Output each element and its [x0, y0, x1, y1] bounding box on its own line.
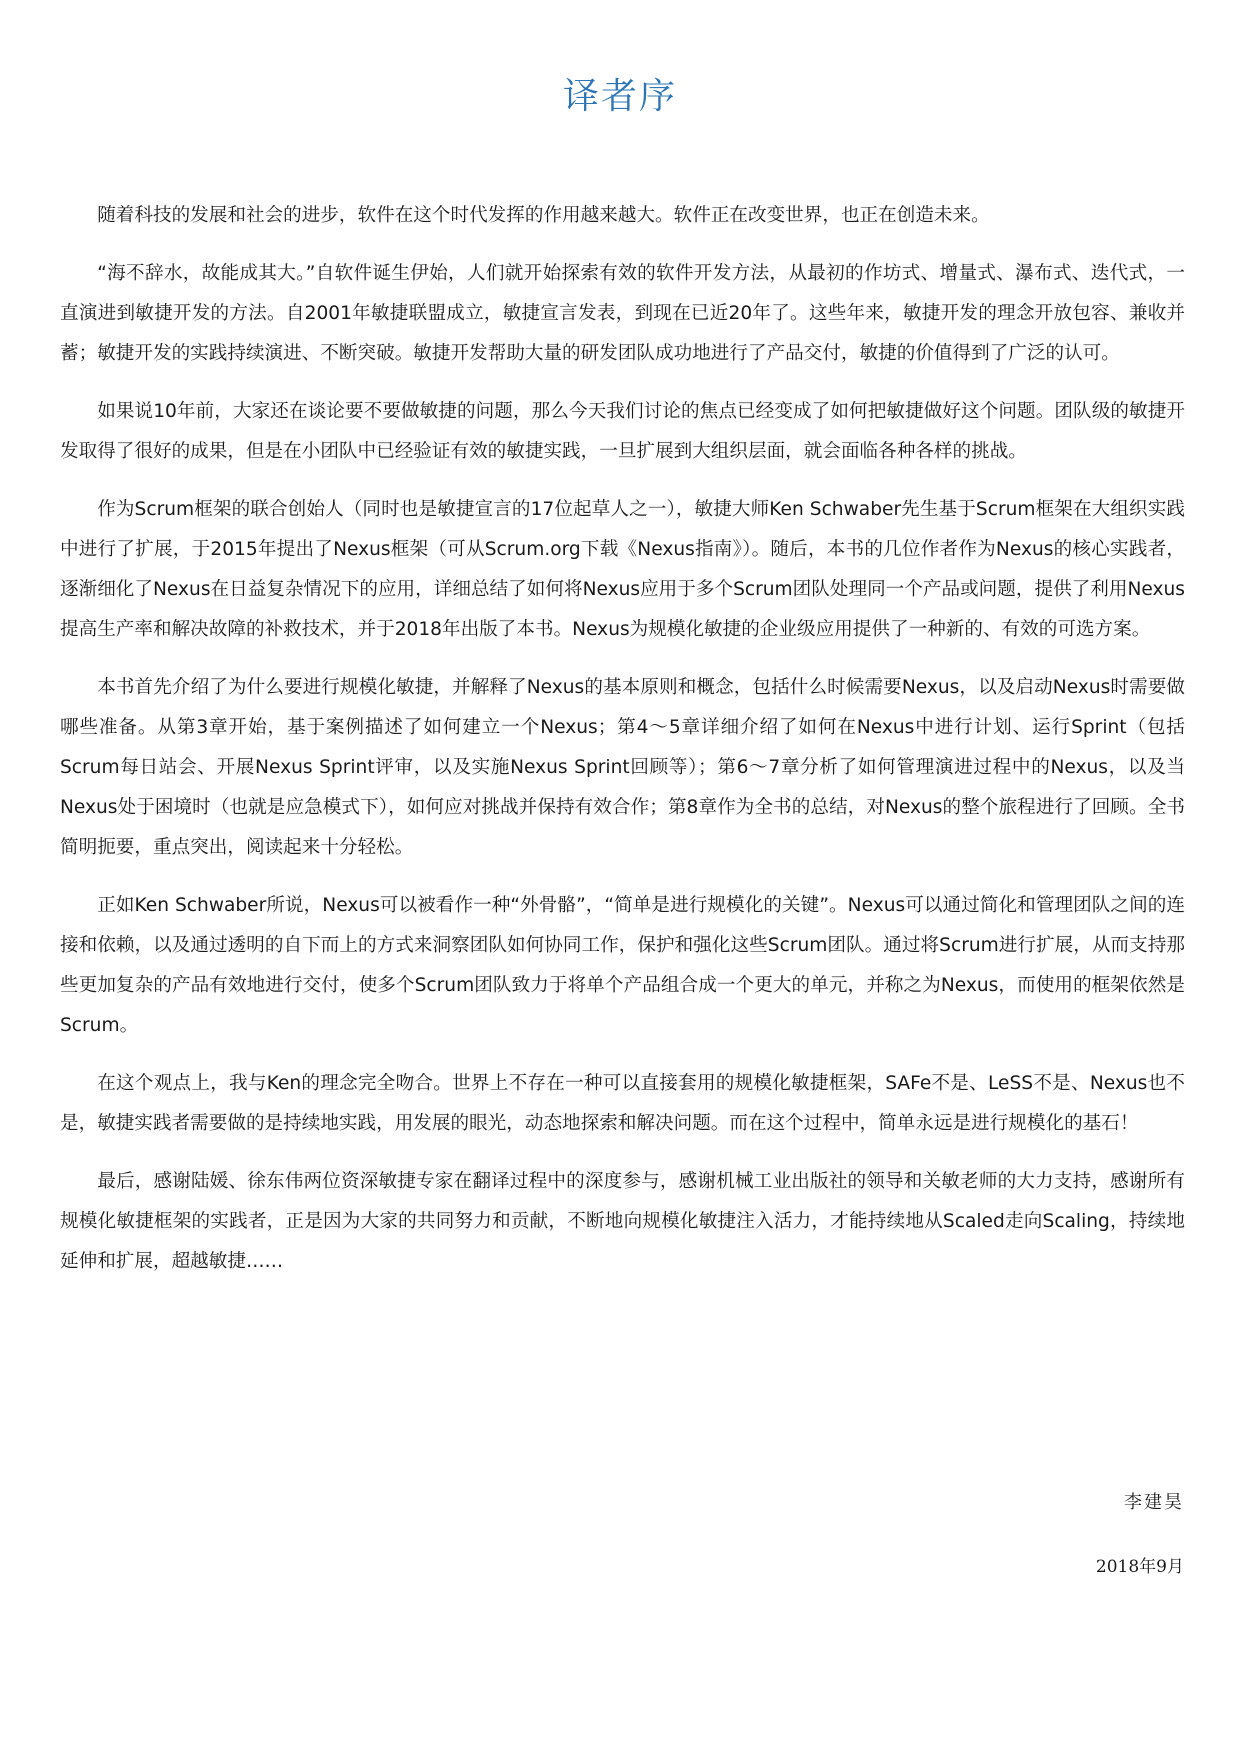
preface-body [60, 196, 1185, 1300]
translator-signature: 李建昊 [1124, 1492, 1184, 1513]
paragraph: 正如Ken Schwaber所说，Nexus可以被看作一种“外骨骼”，“简单是进行规模化的关键”。Nexus可以通过简化和管理团队之间的连接和依赖，以及通过透明的自下而上的方式来洞察团队如何协同工作，保护和强化这些Scrum团队。通过将Scrum进行扩展，从而支持那些更加复杂的产品有效地进行交付，使多个Scrum团队致力于将单个产品组合成一个更大的单元，并称之为Nexus，而使用的框架依然是Scrum。 [60, 895, 1185, 1036]
paragraph: 本书首先介绍了为什么要进行规模化敏捷，并解释了Nexus的基本原则和概念，包括什么时候需要Nexus，以及启动Nexus时需要做哪些准备。从第3章开始，基于案例描述了如何建立一个Nexus；第4～5章详细介绍了如何在Nexus中进行计划、运行Sprint（包括Scrum每日站会、开展Nexus Sprint评审，以及实施Nexus Sprint回顾等）；第6～7章分析了如何管理演进过程中的Nexus，以及当Nexus处于困境时（也就是应急模式下），如何应对挑战并保持有效合作；第8章作为全书的总结，对Nexus的整个旅程进行了回顾。全书简明扼要，重点突出，阅读起来十分轻松。 [60, 677, 1185, 858]
paragraph: 在这个观点上，我与Ken的理念完全吻合。世界上不存在一种可以直接套用的规模化敏捷框架，SAFe不是、LeSS不是、Nexus也不是，敏捷实践者需要做的是持续地实践，用发展的眼光，动态地探索和解决问题。而在这个过程中，简单永远是进行规模化的基石！ [60, 1073, 1185, 1134]
paragraph: 最后，感谢陆媛、徐东伟两位资深敏捷专家在翻译过程中的深度参与，感谢机械工业出版社的领导和关敏老师的大力支持，感谢所有规模化敏捷框架的实践者，正是因为大家的共同努力和贡献，不断地向规模化敏捷注入活力，才能持续地从Scaled走向Scaling，持续地延伸和扩展，超越敏捷…… [60, 1171, 1185, 1272]
signature-date: 2018年9月 [1095, 1557, 1184, 1577]
paragraph: 随着科技的发展和社会的进步，软件在这个时代发挥的作用越来越大。软件正在改变世界，也正在创造未来。 [97, 205, 990, 226]
paragraph: 作为Scrum框架的联合创始人（同时也是敏捷宣言的17位起草人之一），敏捷大师Ken Schwaber先生基于Scrum框架在大组织实践中进行了扩展，于2015年提出了Nexus框架（可从Scrum.org下载《Nexus指南》）。随后，本书的几位作者作为Nexus的核心实践者，逐渐细化了Nexus在日益复杂情况下的应用，详细总结了如何将Nexus应用于多个Scrum团队处理同一个产品或问题，提供了利用Nexus提高生产率和解决故障的补救技术，并于2018年出版了本书。Nexus为规模化敏捷的企业级应用提供了一种新的、有效的可选方案。 [60, 499, 1185, 640]
page-title: 译者序 [562, 76, 677, 117]
paragraph: 如果说10年前，大家还在谈论要不要做敏捷的问题，那么今天我们讨论的焦点已经变成了如何把敏捷做好这个问题。团队级的敏捷开发取得了很好的成果，但是在小团队中已经验证有效的敏捷实践，一旦扩展到大组织层面，就会面临各种各样的挑战。 [60, 401, 1185, 462]
paragraph: “海不辞水，故能成其大。”自软件诞生伊始，人们就开始探索有效的软件开发方法，从最初的作坊式、增量式、瀑布式、迭代式，一直演进到敏捷开发的方法。自2001年敏捷联盟成立，敏捷宣言发表，到现在已近20年了。这些年来，敏捷开发的理念开放包容、兼收并蓄；敏捷开发的实践持续演进、不断突破。敏捷开发帮助大量的研发团队成功地进行了产品交付，敏捷的价值得到了广泛的认可。 [60, 263, 1185, 364]
